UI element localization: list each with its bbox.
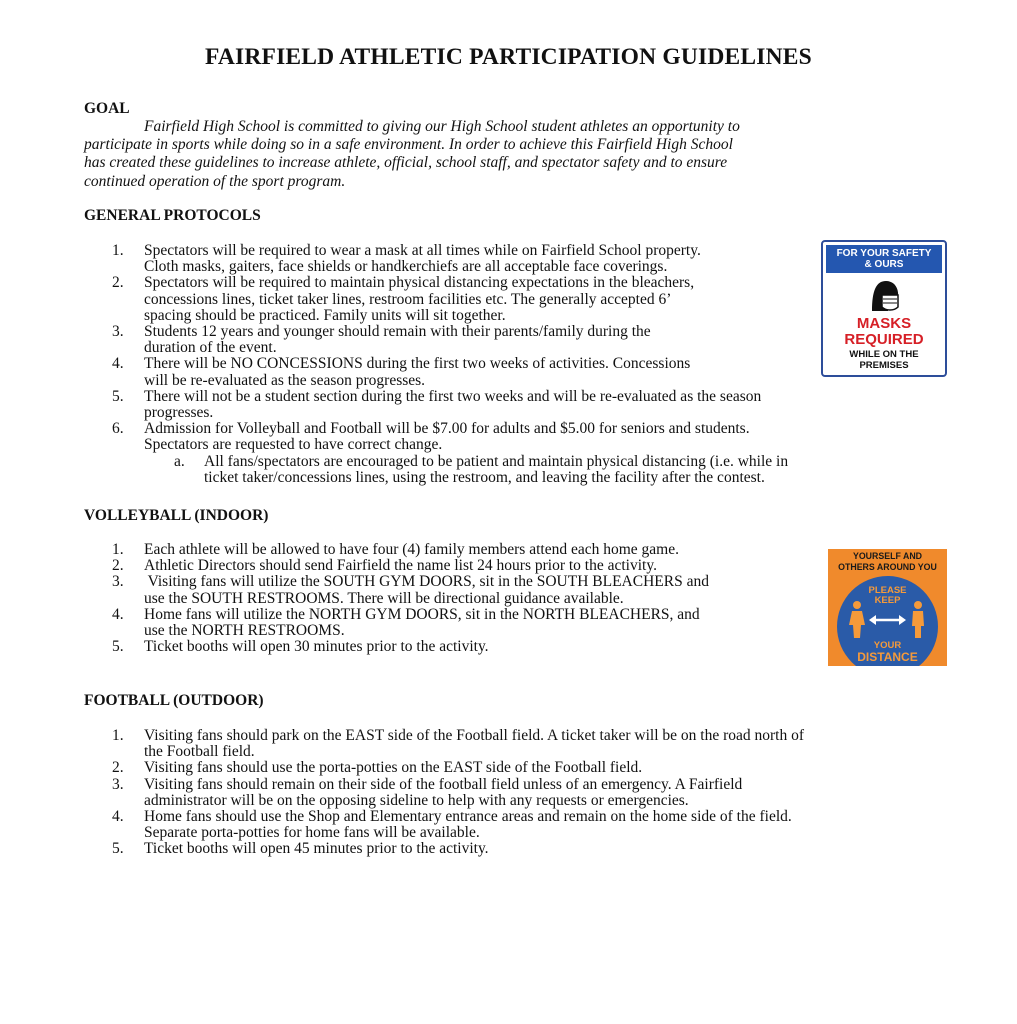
- goal-line: has created these guidelines to increase athlete, official, school staff, and spectator safety and to ensure: [84, 154, 728, 172]
- general-protocols-list: [84, 243, 944, 486]
- list-item: 4. There will be NO CONCESSIONS during the first two weeks of activities. Concessions will be re-evaluated as the season progresses.: [112, 355, 691, 389]
- list-item: 4. Home fans should use the Shop and Elementary entrance areas and remain on the home side of the field. Separate porta-potties for home fans will be available.: [112, 808, 792, 842]
- goal-line: participate in sports while doing so in a safe environment. In order to achieve this Fairfield High School: [84, 136, 733, 154]
- list-item: 2. Athletic Directors should send Fairfield the name list 24 hours prior to the activity.: [112, 557, 657, 575]
- sign-premises-text: WHILE ON THE PREMISES: [849, 349, 919, 371]
- sign-circle: [837, 576, 938, 666]
- sub-list-item: a. All fans/spectators are encouraged to be patient and maintain physical distancing (i.e. while in ticket taker/concessions lines, using the restroom, and leaving the facility after the contest.: [174, 452, 789, 486]
- list-item: 1. Each athlete will be allowed to have four (4) family members attend each home game.: [112, 541, 679, 558]
- list-item: 2. Visiting fans should use the porta-potties on the EAST side of the Football field.: [112, 759, 643, 777]
- list-item: 3. Visiting fans will utilize the SOUTH GYM DOORS, sit in the SOUTH BLEACHERS and use the SOUTH RESTROOMS. There will be directional guidance available.: [112, 573, 709, 607]
- list-item: 5. Ticket booths will open 30 minutes prior to the activity.: [112, 638, 489, 656]
- list-item: 2. Spectators will be required to maintain physical distancing expectations in the bleachers, concessions lines, ticket taker lines, restroom facilities etc. The generally accepted 6’ spacing should be practiced. Family units will sit together.: [112, 274, 695, 324]
- masked-face-icon: [864, 277, 904, 315]
- list-item: 4. Home fans will utilize the NORTH GYM DOORS, sit in the NORTH BLEACHERS, and use the NORTH RESTROOMS.: [112, 605, 700, 640]
- list-item: 5. There will not be a student section during the first two weeks and will be re-evaluated as the season progresses.: [112, 387, 762, 422]
- masks-required-sign: [821, 240, 947, 377]
- sign-distance-text: DISTANCE: [857, 650, 918, 664]
- goal-paragraph: [84, 118, 934, 191]
- football-list: [84, 728, 964, 858]
- keep-distance-sign: [828, 549, 947, 666]
- volleyball-heading: VOLLEYBALL (INDOOR): [84, 507, 269, 524]
- page-title: FAIRFIELD ATHLETIC PARTICIPATION GUIDELINES: [205, 44, 812, 70]
- goal-heading: GOAL: [84, 100, 130, 117]
- sign-top-text: YOURSELF AND OTHERS AROUND YOU: [838, 551, 937, 572]
- list-item: 5. Ticket booths will open 45 minutes prior to the activity.: [112, 840, 489, 858]
- people-distance-icon: [847, 600, 928, 640]
- list-item: 3. Visiting fans should remain on their side of the football field unless of an emergency. A Fairfield administrator will be on the opposing sideline to help with any requests or emergencies.: [112, 775, 743, 809]
- football-heading: FOOTBALL (OUTDOOR): [84, 692, 264, 709]
- general-protocols-heading: GENERAL PROTOCOLS: [84, 207, 261, 224]
- list-item: 1. Visiting fans should park on the EAST side of the Football field. A ticket taker will be on the road north of the Football field.: [112, 727, 805, 761]
- goal-line: Fairfield High School is committed to giving our High School student athletes an opportunity to: [144, 118, 740, 135]
- sign-masks-text: MASKS: [856, 315, 912, 332]
- list-item: 1. Spectators will be required to wear a mask at all times while on Fairfield School property. Cloth masks, gaiters, face shields or handkerchiefs are all acceptable face coverings.: [112, 242, 701, 276]
- volleyball-list: [84, 542, 844, 655]
- list-item: 3. Students 12 years and younger should remain with their parents/family during the duration of the event.: [112, 323, 651, 357]
- list-item: 6. Admission for Volleyball and Football will be $7.00 for adults and $5.00 for seniors and students. Spectators are requested to have correct change.: [112, 420, 750, 454]
- sign-please-keep-text: PLEASE KEEP: [868, 585, 907, 606]
- sign-required-text: REQUIRED: [844, 331, 924, 348]
- goal-line: continued operation of the sport program.: [84, 172, 346, 190]
- sign-banner: FOR YOUR SAFETY & OURS: [826, 245, 942, 273]
- sign-your-text: YOUR: [873, 640, 902, 651]
